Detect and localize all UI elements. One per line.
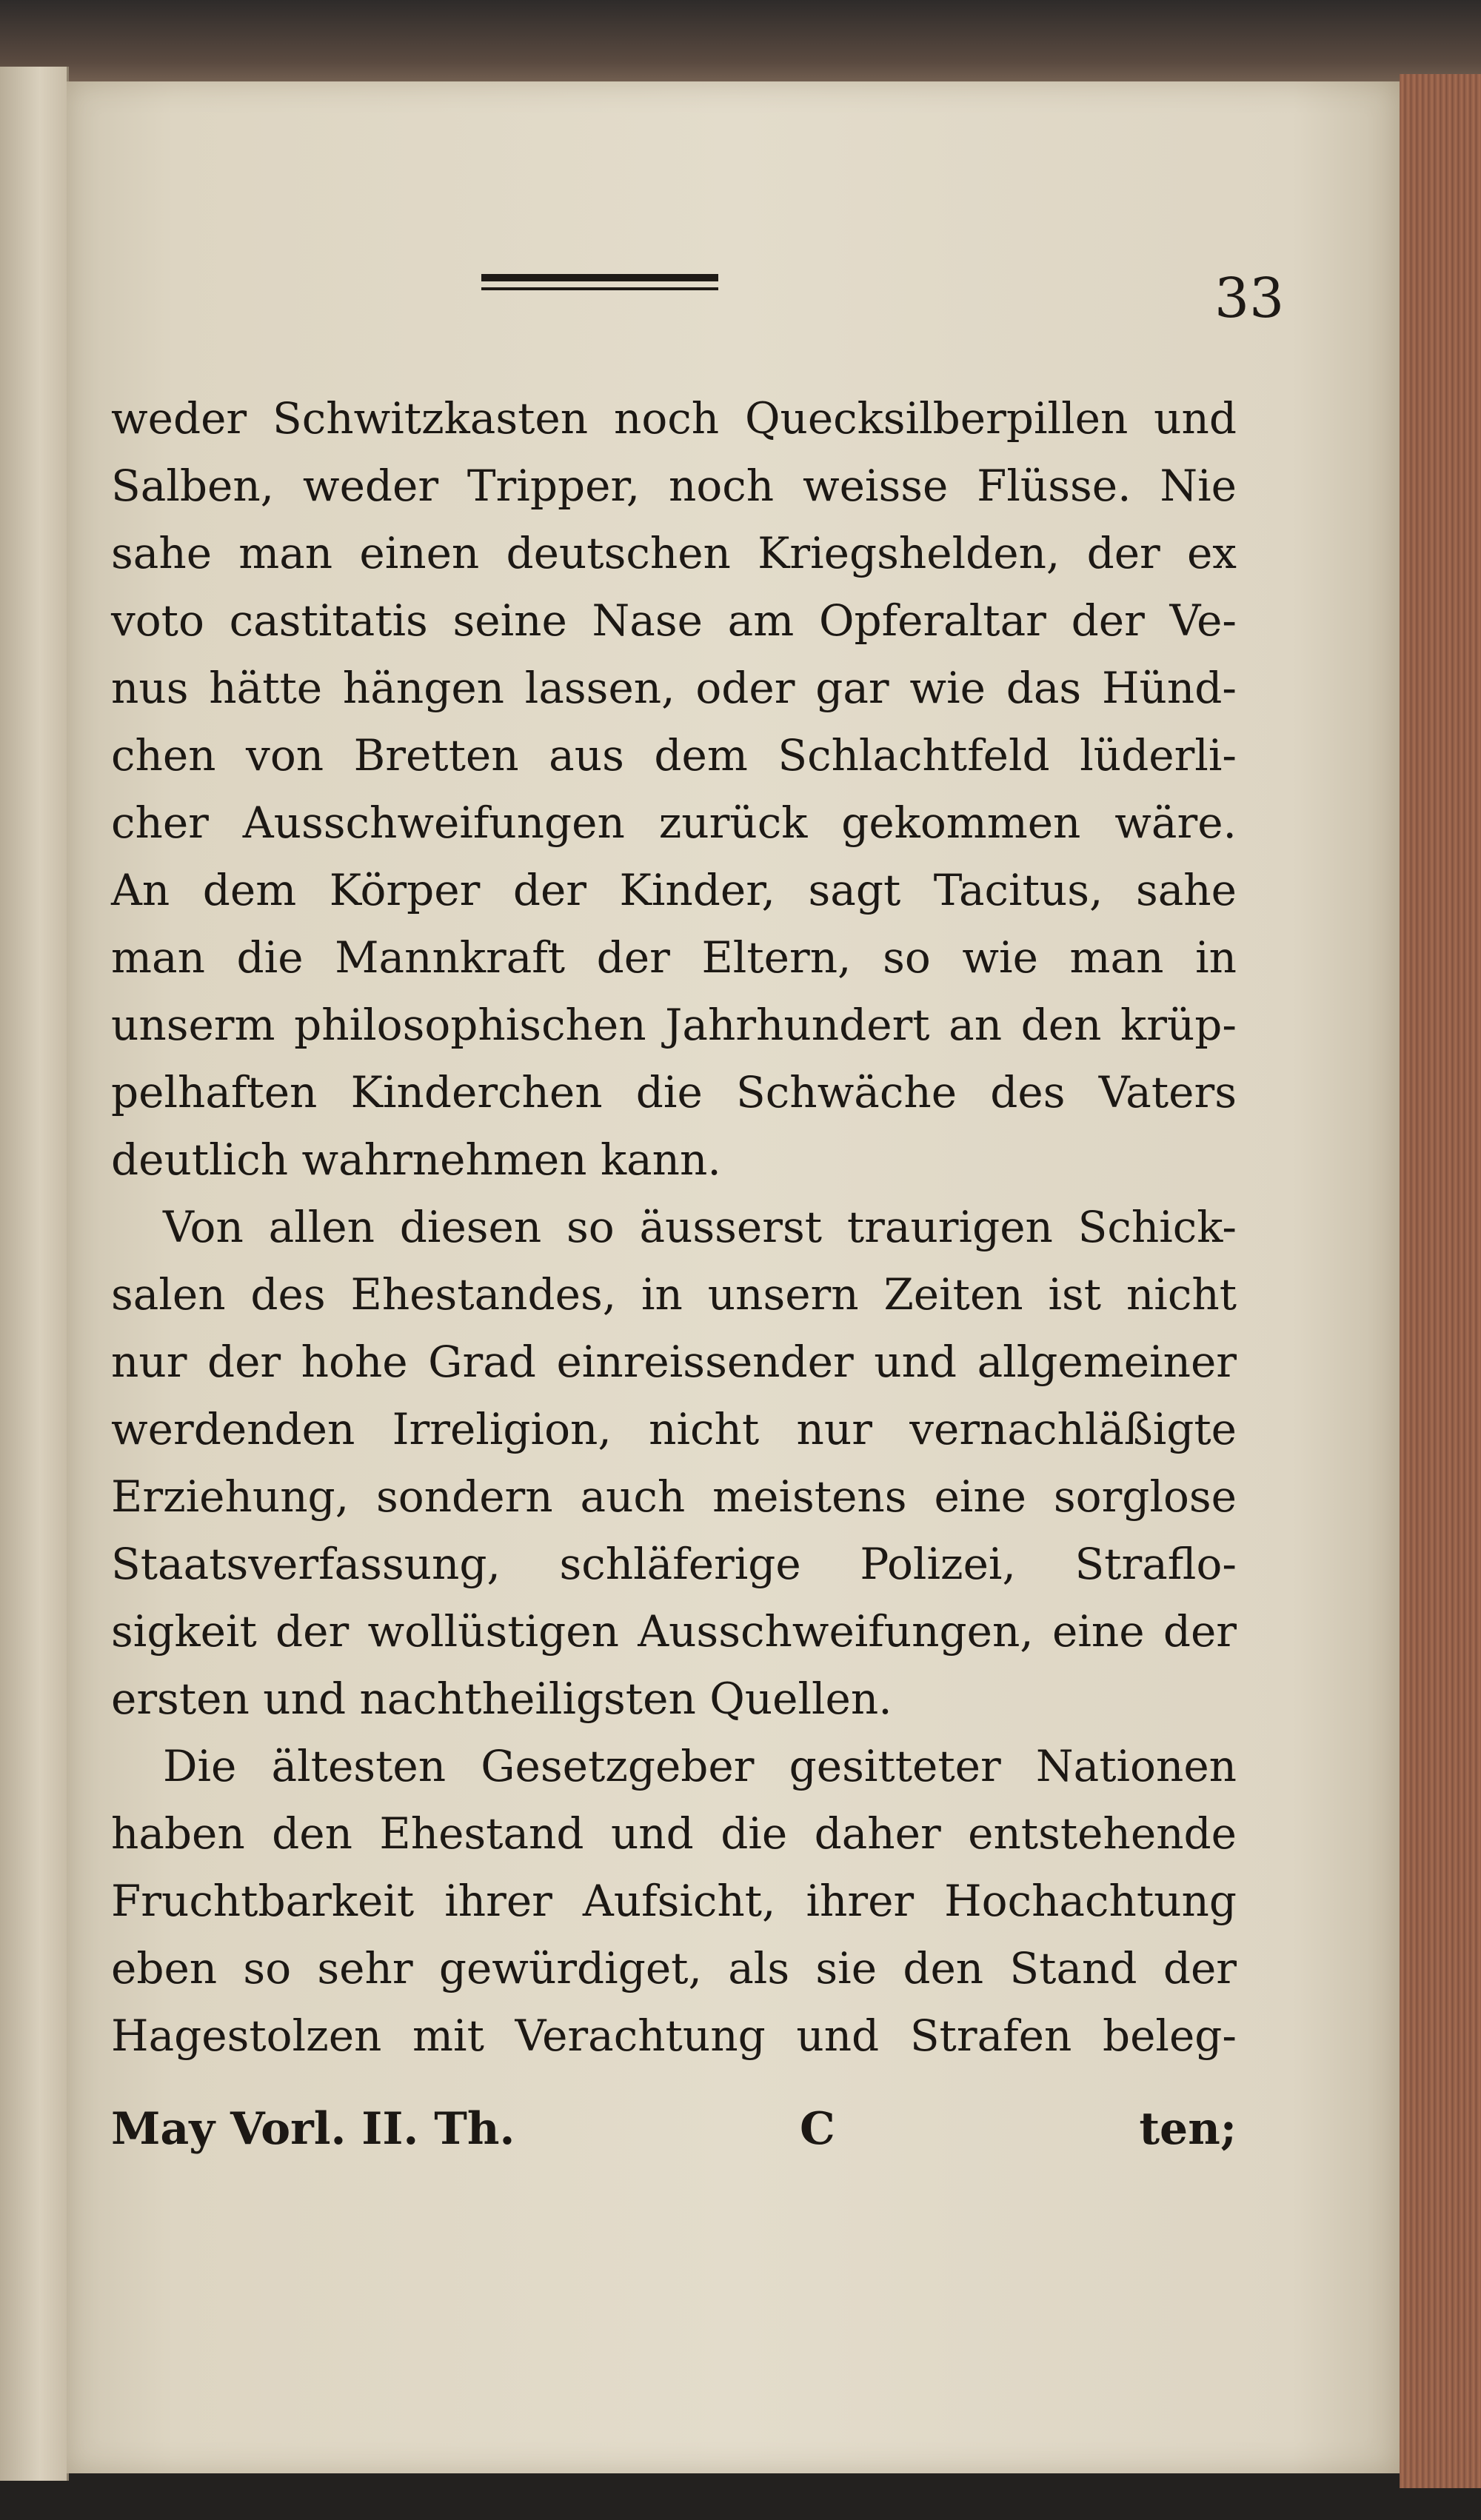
text-line: Hagestolzen mit Verachtung und Strafen beleg-: [111, 2011, 1237, 2061]
text-line: salen des Ehestandes, in unsern Zeiten ist nicht: [111, 1269, 1237, 1320]
text-line: Von allen diesen so äusserst traurigen Schick-: [163, 1202, 1237, 1252]
text-line: sigkeit der wollüstigen Ausschweifungen, eine der: [111, 1606, 1237, 1657]
text-line: eben so sehr gewürdiget, als sie den Stand der: [111, 1943, 1237, 1993]
text-line: weder Schwitzkasten noch Quecksilberpillen und: [111, 393, 1237, 444]
text-line: sahe man einen deutschen Kriegshelden, der ex: [111, 528, 1237, 578]
text-line: nur der hohe Grad einreissender und allgemeiner: [111, 1337, 1237, 1387]
text-line: werdenden Irreligion, nicht nur vernachläßigte: [111, 1404, 1237, 1454]
text-line: voto castitatis seine Nase am Opferaltar der Ve-: [111, 595, 1237, 646]
text-line: man die Mannkraft der Eltern, so wie man in: [111, 932, 1237, 983]
text-line: pelhaften Kinderchen die Schwäche des Vaters: [111, 1067, 1237, 1117]
text-line: Staatsverfassung, schläferige Polizei, Straflo-: [111, 1539, 1237, 1589]
text-line: Fruchtbarkeit ihrer Aufsicht, ihrer Hochachtung: [111, 1876, 1237, 1926]
page-block-edges: [1400, 74, 1481, 2488]
body-text: [111, 385, 1237, 2070]
text-line: An dem Körper der Kinder, sagt Tacitus, sahe: [111, 865, 1237, 915]
text-line: unserm philosophischen Jahrhundert an den krüp-: [111, 1000, 1237, 1050]
text-line: cher Ausschweifungen zurück gekommen wäre.: [111, 798, 1237, 848]
text-line: Erziehung, sondern auch meistens eine sorglose: [111, 1471, 1237, 1522]
page-number: 33: [1214, 267, 1285, 330]
text-line: nus hätte hängen lassen, oder gar wie das Hünd-: [111, 663, 1237, 713]
text-line: deutlich wahrnehmen kann.: [111, 1134, 721, 1185]
sheet-mark: C: [800, 2103, 835, 2155]
text-line: chen von Bretten aus dem Schlachtfeld lüderli-: [111, 730, 1237, 781]
text-line: ersten und nachtheiligsten Quellen.: [111, 1674, 892, 1724]
signature-line: May Vorl. II. Th.: [111, 2103, 515, 2155]
text-line: Salben, weder Tripper, noch weisse Flüsse. Nie: [111, 461, 1237, 511]
header-rule: [481, 274, 718, 290]
text-line: Die ältesten Gesetzgeber gesitteter Nationen: [163, 1741, 1237, 1791]
book-cover-edge: [0, 0, 1481, 89]
catchword: ten;: [1139, 2103, 1237, 2155]
page-footer: [111, 2103, 1237, 2177]
text-line: haben den Ehestand und die daher entstehende: [111, 1808, 1237, 1859]
facing-page-edge: [0, 67, 69, 2481]
